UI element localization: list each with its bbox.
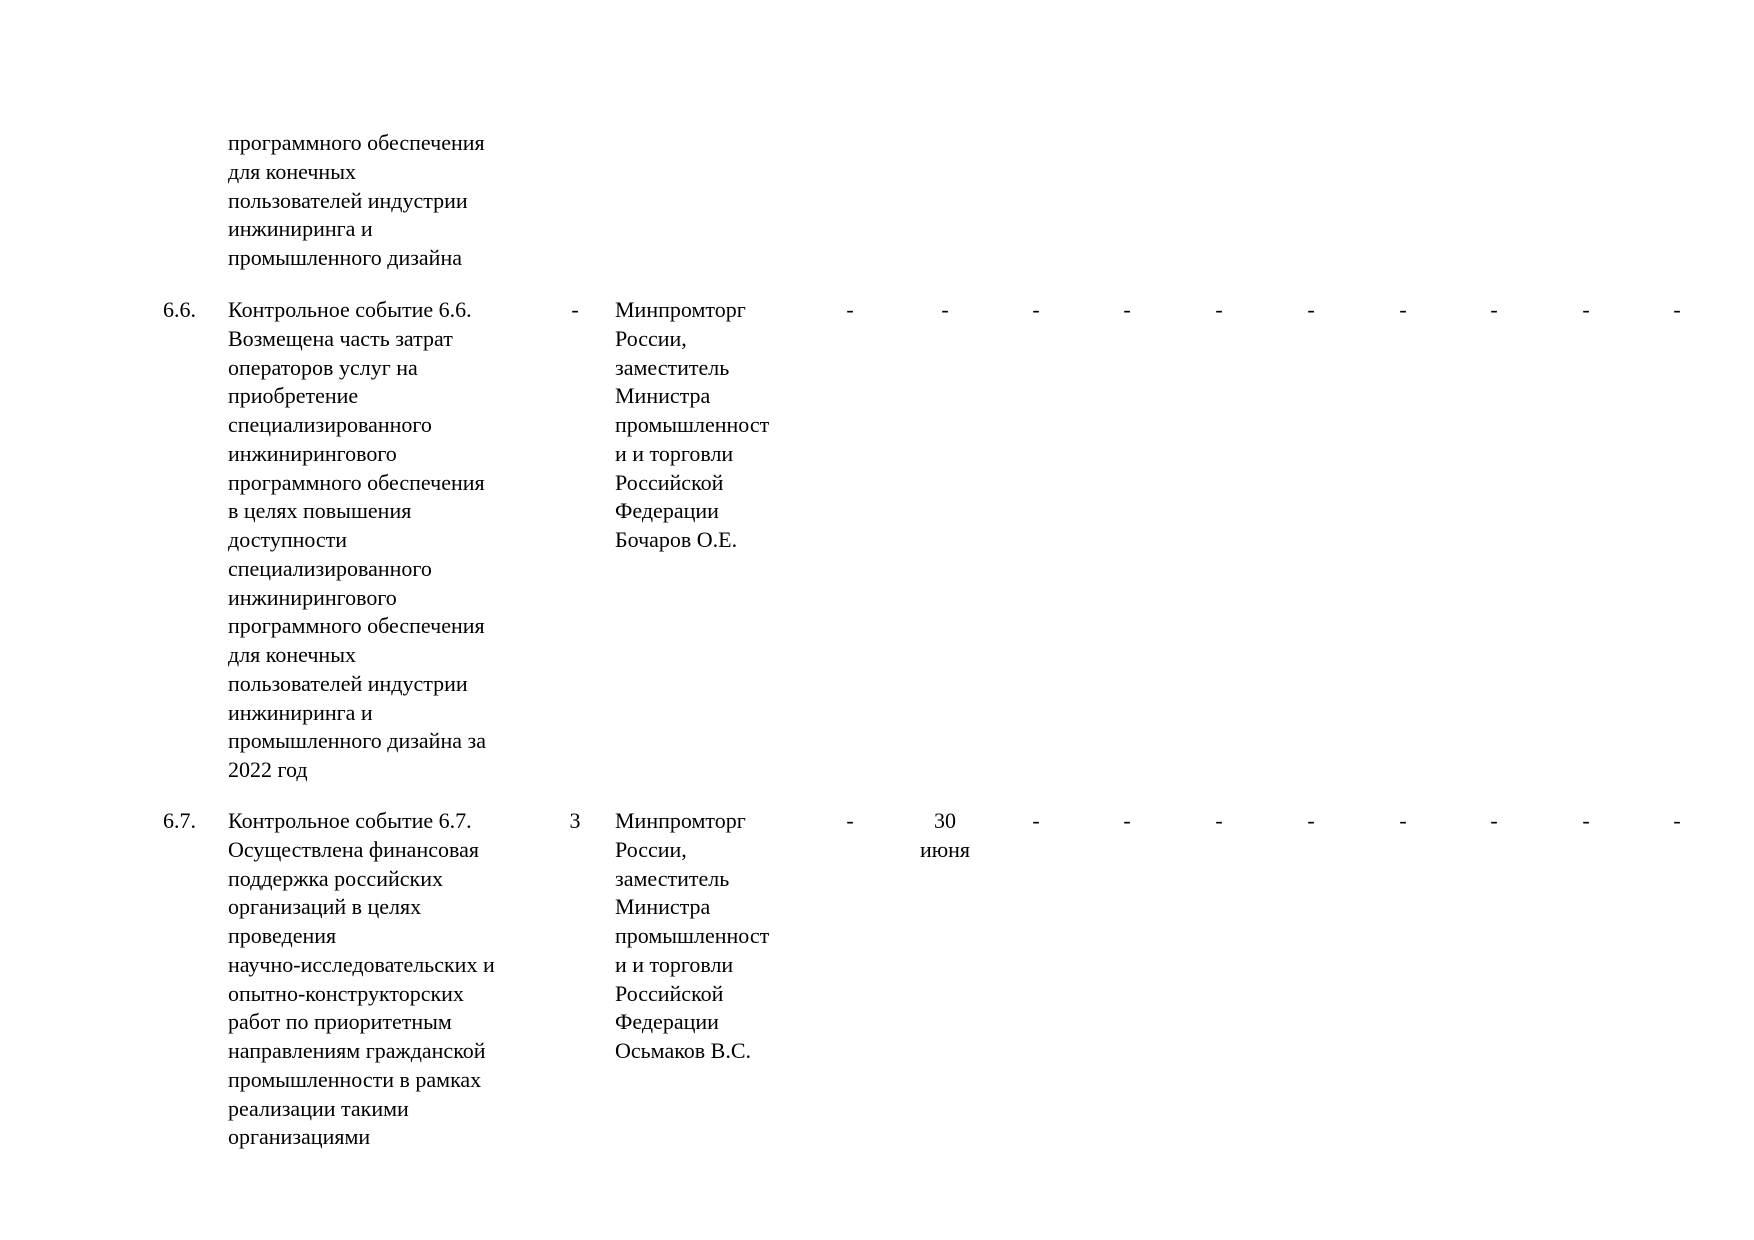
row-c6-value [905,807,985,865]
description-line: пользователей индустрии [228,670,468,696]
description-line: операторов услуг на [228,354,418,380]
description-line: приобретение [228,383,359,409]
continued-row-description [228,129,548,273]
responsible-line: Минпромторг [615,808,746,833]
responsible-line: промышленност [615,923,770,948]
description-line: промышленного дизайна [228,245,462,270]
row-c7-value: - [1032,808,1040,833]
responsible-line: промышленност [615,412,770,437]
row-c5-value: - [846,297,854,322]
responsible-line: заместитель [615,354,730,380]
responsible-line: Министра [615,383,711,409]
responsible-line: Российской [615,469,724,495]
row-c10-value: - [1307,297,1315,322]
description-line: Контрольное событие 6.7. [228,808,472,833]
responsible-line: и и торговли [615,951,734,977]
row-col3-value: - [571,297,579,322]
description-line: организаций в целях [228,894,422,920]
description-line: инжинирингового [228,584,397,610]
row-c11-value: - [1399,808,1407,833]
c6-line: - [941,297,949,322]
description-line: Контрольное событие 6.6. [228,297,472,322]
responsible-line: Федерации [615,1009,719,1035]
description-line: программного обеспечения [228,469,485,495]
responsible-line: Минпромторг [615,297,746,322]
responsible-line: заместитель [615,865,730,891]
c6-line: 30 [934,808,956,833]
description-line: промышленного дизайна за [228,728,486,754]
description-line: работ по приоритетным [228,1009,452,1035]
row-c10-value: - [1307,808,1315,833]
row-c9-value: - [1215,808,1223,833]
description-line: для конечных [228,642,356,667]
row-col3-value: 3 [569,808,581,833]
row-c14-value: - [1673,297,1681,322]
row-c13-value: - [1582,808,1590,833]
row-responsible [615,807,815,1066]
row-description [228,807,548,1152]
responsible-line: Министра [615,894,711,920]
description-line: направлениям гражданской [228,1038,486,1063]
description-line: доступности [228,527,348,552]
description-line: промышленности в рамках [228,1066,482,1092]
description-line: реализации такими [228,1095,409,1121]
description-line: опытно-конструкторских [228,980,464,1006]
description-line: инжинирингового [228,440,397,466]
responsible-line: России, [615,836,687,862]
row-c11-value: - [1399,297,1407,322]
description-line: инжиниринга и [228,699,373,725]
row-c13-value: - [1582,297,1590,322]
description-line: для конечных [228,158,356,184]
responsible-line: Российской [615,980,724,1006]
row-c9-value: - [1215,297,1223,322]
description-line: 2022 год [228,757,308,782]
description-line: научно-исследовательских и [228,951,495,977]
responsible-line: России, [615,325,687,351]
responsible-line: Федерации [615,498,719,524]
row-c5-value: - [846,808,854,833]
row-c7-value: - [1032,297,1040,322]
row-c12-value: - [1490,808,1498,833]
responsible-line: Осьмаков В.С. [615,1038,752,1063]
row-number: 6.6. [163,297,196,322]
responsible-line: и и торговли [615,440,734,466]
description-line: пользователей индустрии [228,187,468,213]
description-line: проведения [228,923,337,948]
description-line: специализированного [228,412,432,437]
row-description [228,296,548,785]
row-responsible [615,296,815,555]
description-line: программного обеспечения [228,130,485,155]
row-c12-value: - [1490,297,1498,322]
description-line: поддержка российских [228,865,443,891]
description-line: в целях повышения [228,498,412,524]
description-line: инжиниринга и [228,216,373,242]
row-c6-value [905,296,985,325]
responsible-line: Бочаров О.Е. [615,527,738,552]
description-line: Осуществлена финансовая [228,836,479,862]
description-line: программного обеспечения [228,613,485,639]
c6-line: июня [919,836,971,862]
row-number: 6.7. [163,808,196,833]
description-line: организациями [228,1124,371,1150]
row-c8-value: - [1123,297,1131,322]
row-c8-value: - [1123,808,1131,833]
description-line: специализированного [228,555,432,581]
row-c14-value: - [1673,808,1681,833]
description-line: Возмещена часть затрат [228,325,453,351]
